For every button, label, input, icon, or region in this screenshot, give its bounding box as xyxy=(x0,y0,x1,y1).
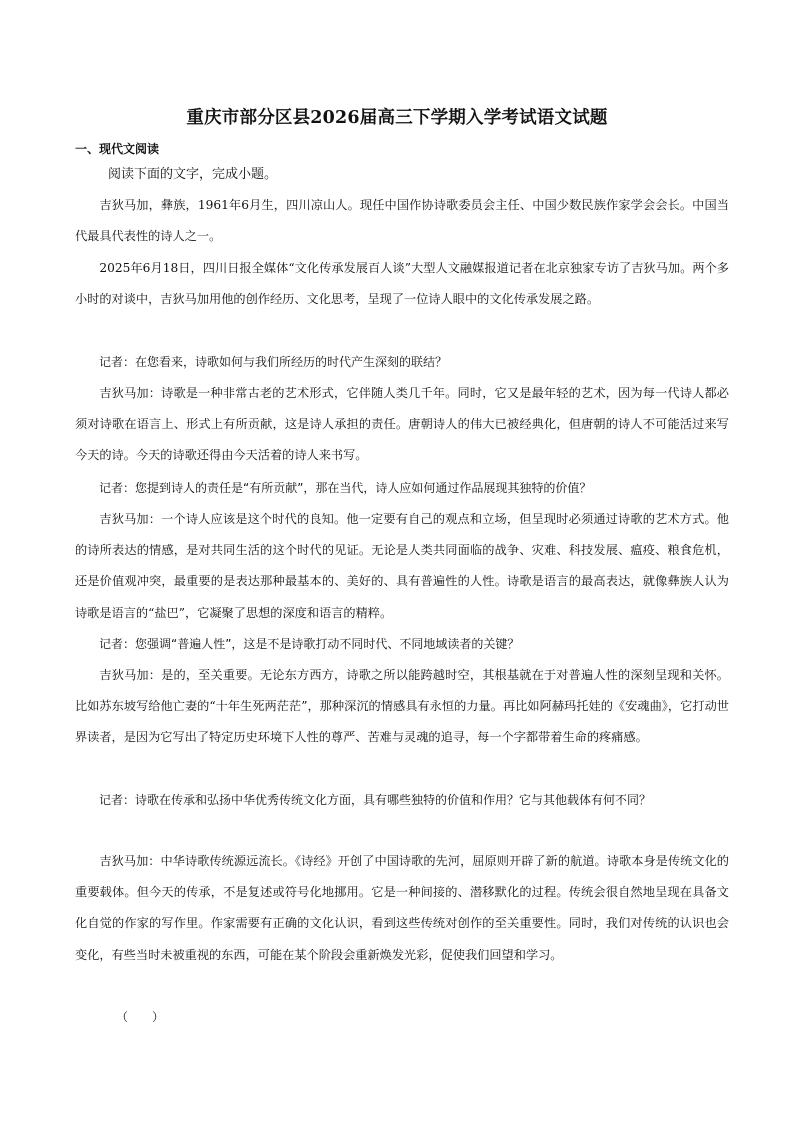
paragraph-intro: 2025年6月18日，四川日报全媒体“文化传承发展百人谈”大型人文融媒报道记者在北京独家专访了吉狄马加。两个多小时的对谈中，吉狄马加用他的创作经历、文化思考，呈现了一位诗人眼中的文化传承发展之路。 xyxy=(75,261,729,307)
paragraph-question-1: 记者：在您看来，诗歌如何与我们所经历的时代产生深刻的联结？ xyxy=(99,355,448,369)
paragraph-question-2: 记者：您提到诗人的责任是“有所贡献”，那在当代，诗人应如何通过作品展现其独特的价值？ xyxy=(99,481,592,495)
page-title: 重庆市部分区县2026届高三下学期入学考试语文试题 xyxy=(186,108,608,128)
section-heading: 一、现代文阅读 xyxy=(75,142,160,156)
paragraph-question-3: 记者：您强调“普遍人性”，这是不是诗歌打动不同时代、不同地域读者的关键？ xyxy=(99,637,520,651)
instruction-text: 阅读下面的文字，完成小题。 xyxy=(108,167,278,182)
paragraph-answer-1: 吉狄马加：诗歌是一种非常古老的艺术形式，它伴随人类几千年。同时，它又是最年轻的艺术，因为每一代诗人都必须对诗歌在语言上、形式上有所贡献，这是诗人承担的责任。唐朝诗人的伟大已被经典化，但唐朝的诗人不可能活过来写今天的诗。今天的诗歌还得由今天活着的诗人来书写。 xyxy=(75,386,729,463)
paragraph-question-4: 记者：诗歌在传承和弘扬中华优秀传统文化方面，具有哪些独特的价值和作用？它与其他载体有何不同？ xyxy=(99,793,652,807)
paragraph-author-bio: 吉狄马加，彝族，1961年6月生，四川凉山人。现任中国作协诗歌委员会主任、中国少数民族作家学会会长。中国当代最具代表性的诗人之一。 xyxy=(75,198,729,244)
paragraph-answer-3: 吉狄马加：是的，至关重要。无论东方西方，诗歌之所以能跨越时空，其根基就在于对普遍人性的深刻呈现和关怀。比如苏东坡写给他亡妻的“十年生死两茫茫”，那种深沉的情感具有永恒的力量。再比如阿赫玛托娃的《安魂曲》，它打动世界读者，是因为它写出了特定历史环境下人性的尊严、苦难与灵魂的追寻，每一个字都带着生命的疼痛感。 xyxy=(75,668,729,745)
paragraph-answer-4: 吉狄马加：中华诗歌传统源远流长。《诗经》开创了中国诗歌的先河，屈原则开辟了新的航道。诗歌本身是传统文化的重要载体。但今天的传承，不是复述或符号化地挪用。它是一种间接的、潜移默化的过程。传统会很自然地呈现在具备文化自觉的作家的写作里。作家需要有正确的文化认识，看到这些传统对创作的至关重要性。同时，我们对传统的认识也会变化，有些当时未被重视的东西，可能在某个阶段会重新焕发光彩，促使我们回望和学习。 xyxy=(75,854,729,962)
paragraph-answer-2: 吉狄马加：一个诗人应该是这个时代的良知。他一定要有自己的观点和立场，但呈现时必须通过诗歌的艺术方式。他的诗所表达的情感，是对共同生活的这个时代的见证。无论是人类共同面临的战争、灾难、科技发展、瘟疫、粮食危机，还是价值观冲突，最重要的是表达那种最基本的、美好的、具有普遍性的人性。诗歌是语言的最高表达，就像彝族人认为诗歌是语言的“盐巴”，它凝聚了思想的深度和语言的精粹。 xyxy=(75,512,729,620)
answer-blank: （ ） xyxy=(116,1010,165,1024)
